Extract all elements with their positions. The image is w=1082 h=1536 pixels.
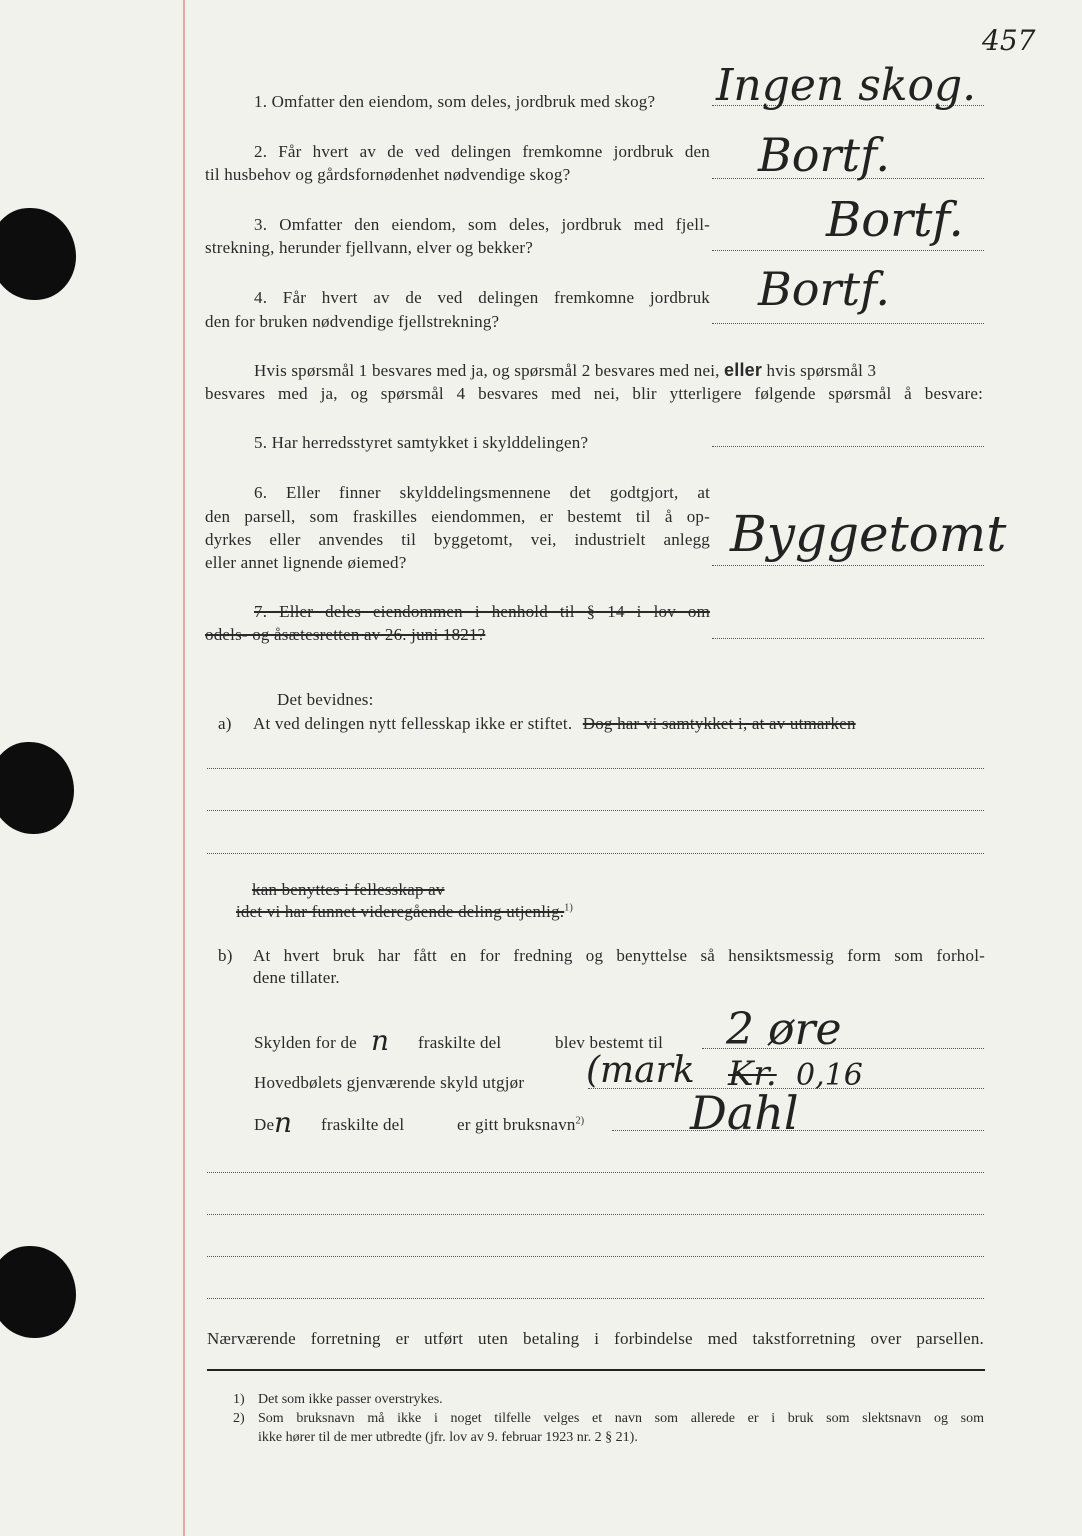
footnote-2-mark: 2): [233, 1411, 245, 1426]
answer-line: [712, 446, 984, 447]
condition-line2: besvares med ja, og spørsmål 4 besvares med nei, blir ytterligere følgende spørsmål å besvare:: [205, 384, 983, 403]
bruksnavn-text: er gitt bruksnavn: [457, 1115, 576, 1134]
item-a-struck: Dog har vi samtykket i, at av utmarken: [582, 714, 856, 733]
question-4-line2: den for bruken nødvendige fjellstrekning?: [205, 312, 500, 331]
blank-line: [207, 1172, 984, 1173]
answer-q4: Bortf.: [758, 262, 890, 316]
answer-line: [712, 565, 984, 566]
footnote-rule: [207, 1369, 985, 1371]
question-2-line2: til husbehov og gårdsfornødenhet nødvendige skog?: [205, 165, 571, 184]
margin-line: [183, 0, 185, 1536]
skyld-bestemt: blev bestemt til: [555, 1033, 664, 1052]
footnote-ref: 1): [564, 902, 573, 914]
closing-statement: Nærværende forretning er utført uten betaling i forbindelse med takstforretning over parsellen.: [207, 1329, 984, 1348]
page-number: 457: [982, 24, 1036, 57]
item-a-text: [253, 714, 983, 734]
blank-line: [207, 1298, 984, 1299]
skyld-handwritten-n: n: [371, 1024, 390, 1057]
answer-line: [712, 250, 984, 251]
bevidnes-heading: Det bevidnes:: [277, 690, 374, 709]
hovedbol-label: Hovedbølets gjenværende skyld utgjør: [254, 1073, 525, 1092]
answer-line: [712, 638, 984, 639]
punch-hole: [0, 208, 76, 300]
question-6-line2: den parsell, som fraskilles eiendommen, er bestemt til å op-: [205, 507, 710, 526]
blank-line: [207, 1214, 984, 1215]
question-7-line2: odels- og åsætesretten av 26. juni 1821?: [205, 625, 486, 644]
footnote-2-line2: ikke hører til de mer utbredte (jfr. lov av 9. februar 1923 nr. 2 § 21).: [258, 1430, 638, 1445]
question-2-line1: 2. Får hvert av de ved delingen fremkomne jordbruk den: [254, 142, 710, 161]
bruksnavn-handwritten-n: n: [274, 1106, 293, 1139]
question-6-line1: 6. Eller finner skylddelingsmennene det godtgjort, at: [254, 483, 710, 502]
answer-q1: Ingen skog.: [716, 60, 977, 111]
footnote-2-line1: Som bruksnavn må ikke i noget tilfelle velges et navn som allerede er i bruk som slektsnavn og som: [258, 1411, 984, 1426]
skyld-label: Skylden for de: [254, 1033, 357, 1052]
bruksnavn-label-a: De: [254, 1115, 275, 1134]
skyld-answer: 2 øre: [726, 1004, 842, 1055]
hovedbol-struck: Kr.: [728, 1054, 777, 1094]
item-b-label: b): [218, 946, 233, 965]
hovedbol-answer: (mark: [586, 1050, 695, 1091]
question-6-line4: eller annet lignende øiemed?: [205, 553, 407, 572]
blank-line: [207, 853, 984, 854]
footnote-ref: 2): [575, 1115, 585, 1127]
answer-line: [712, 323, 984, 324]
footnote-1-mark: 1): [233, 1392, 245, 1407]
struck-line-2-text: idet vi har funnet videregående deling utjenlig.: [236, 902, 565, 921]
condition-line1: [254, 360, 876, 381]
item-b-line2: dene tillater.: [253, 968, 340, 987]
condition-text-b: hvis spørsmål 3: [766, 361, 877, 380]
question-5: 5. Har herredsstyret samtykket i skylddelingen?: [254, 433, 589, 452]
hovedbol-value: 0,16: [796, 1058, 863, 1093]
bruksnavn-fraskilte: fraskilte del: [321, 1115, 405, 1134]
blank-line: [207, 1256, 984, 1257]
answer-q6: Byggetomt: [730, 505, 1007, 563]
condition-text-a: Hvis spørsmål 1 besvares med ja, og spørsmål 2 besvares med nei,: [254, 361, 720, 380]
punch-hole: [0, 1246, 76, 1338]
item-a-label: a): [218, 714, 232, 733]
item-b-line1: At hvert bruk har fått en for fredning og benyttelse så hensiktsmessig form som forhol-: [253, 946, 985, 965]
question-1: 1. Omfatter den eiendom, som deles, jordbruk med skog?: [254, 92, 656, 111]
item-a-statement: At ved delingen nytt fellesskap ikke er stiftet.: [253, 714, 573, 733]
condition-emphasis: eller: [724, 360, 763, 380]
punch-hole: [0, 742, 74, 834]
struck-line-2: [236, 902, 573, 922]
bruksnavn-answer: Dahl: [690, 1086, 799, 1140]
blank-line: [207, 768, 984, 769]
skyld-fraskilte: fraskilte del: [418, 1033, 502, 1052]
question-6-line3: dyrkes eller anvendes til byggetomt, vei, industrielt anlegg: [205, 530, 710, 549]
answer-q3: Bortf.: [826, 192, 964, 248]
struck-line-1: kan benyttes i fellesskap av: [252, 880, 445, 899]
answer-q2: Bortf.: [758, 128, 890, 182]
blank-line: [207, 810, 984, 811]
question-3-line2: strekning, herunder fjellvann, elver og bekker?: [205, 238, 534, 257]
bruksnavn-label-c: [457, 1115, 584, 1135]
footnote-1: Det som ikke passer overstrykes.: [258, 1392, 443, 1407]
question-3-line1: 3. Omfatter den eiendom, som deles, jordbruk med fjell-: [254, 215, 710, 234]
question-7-line1: 7. Eller deles eiendommen i henhold til § 14 i lov om: [254, 602, 710, 621]
question-4-line1: 4. Får hvert av de ved delingen fremkomne jordbruk: [254, 288, 710, 307]
